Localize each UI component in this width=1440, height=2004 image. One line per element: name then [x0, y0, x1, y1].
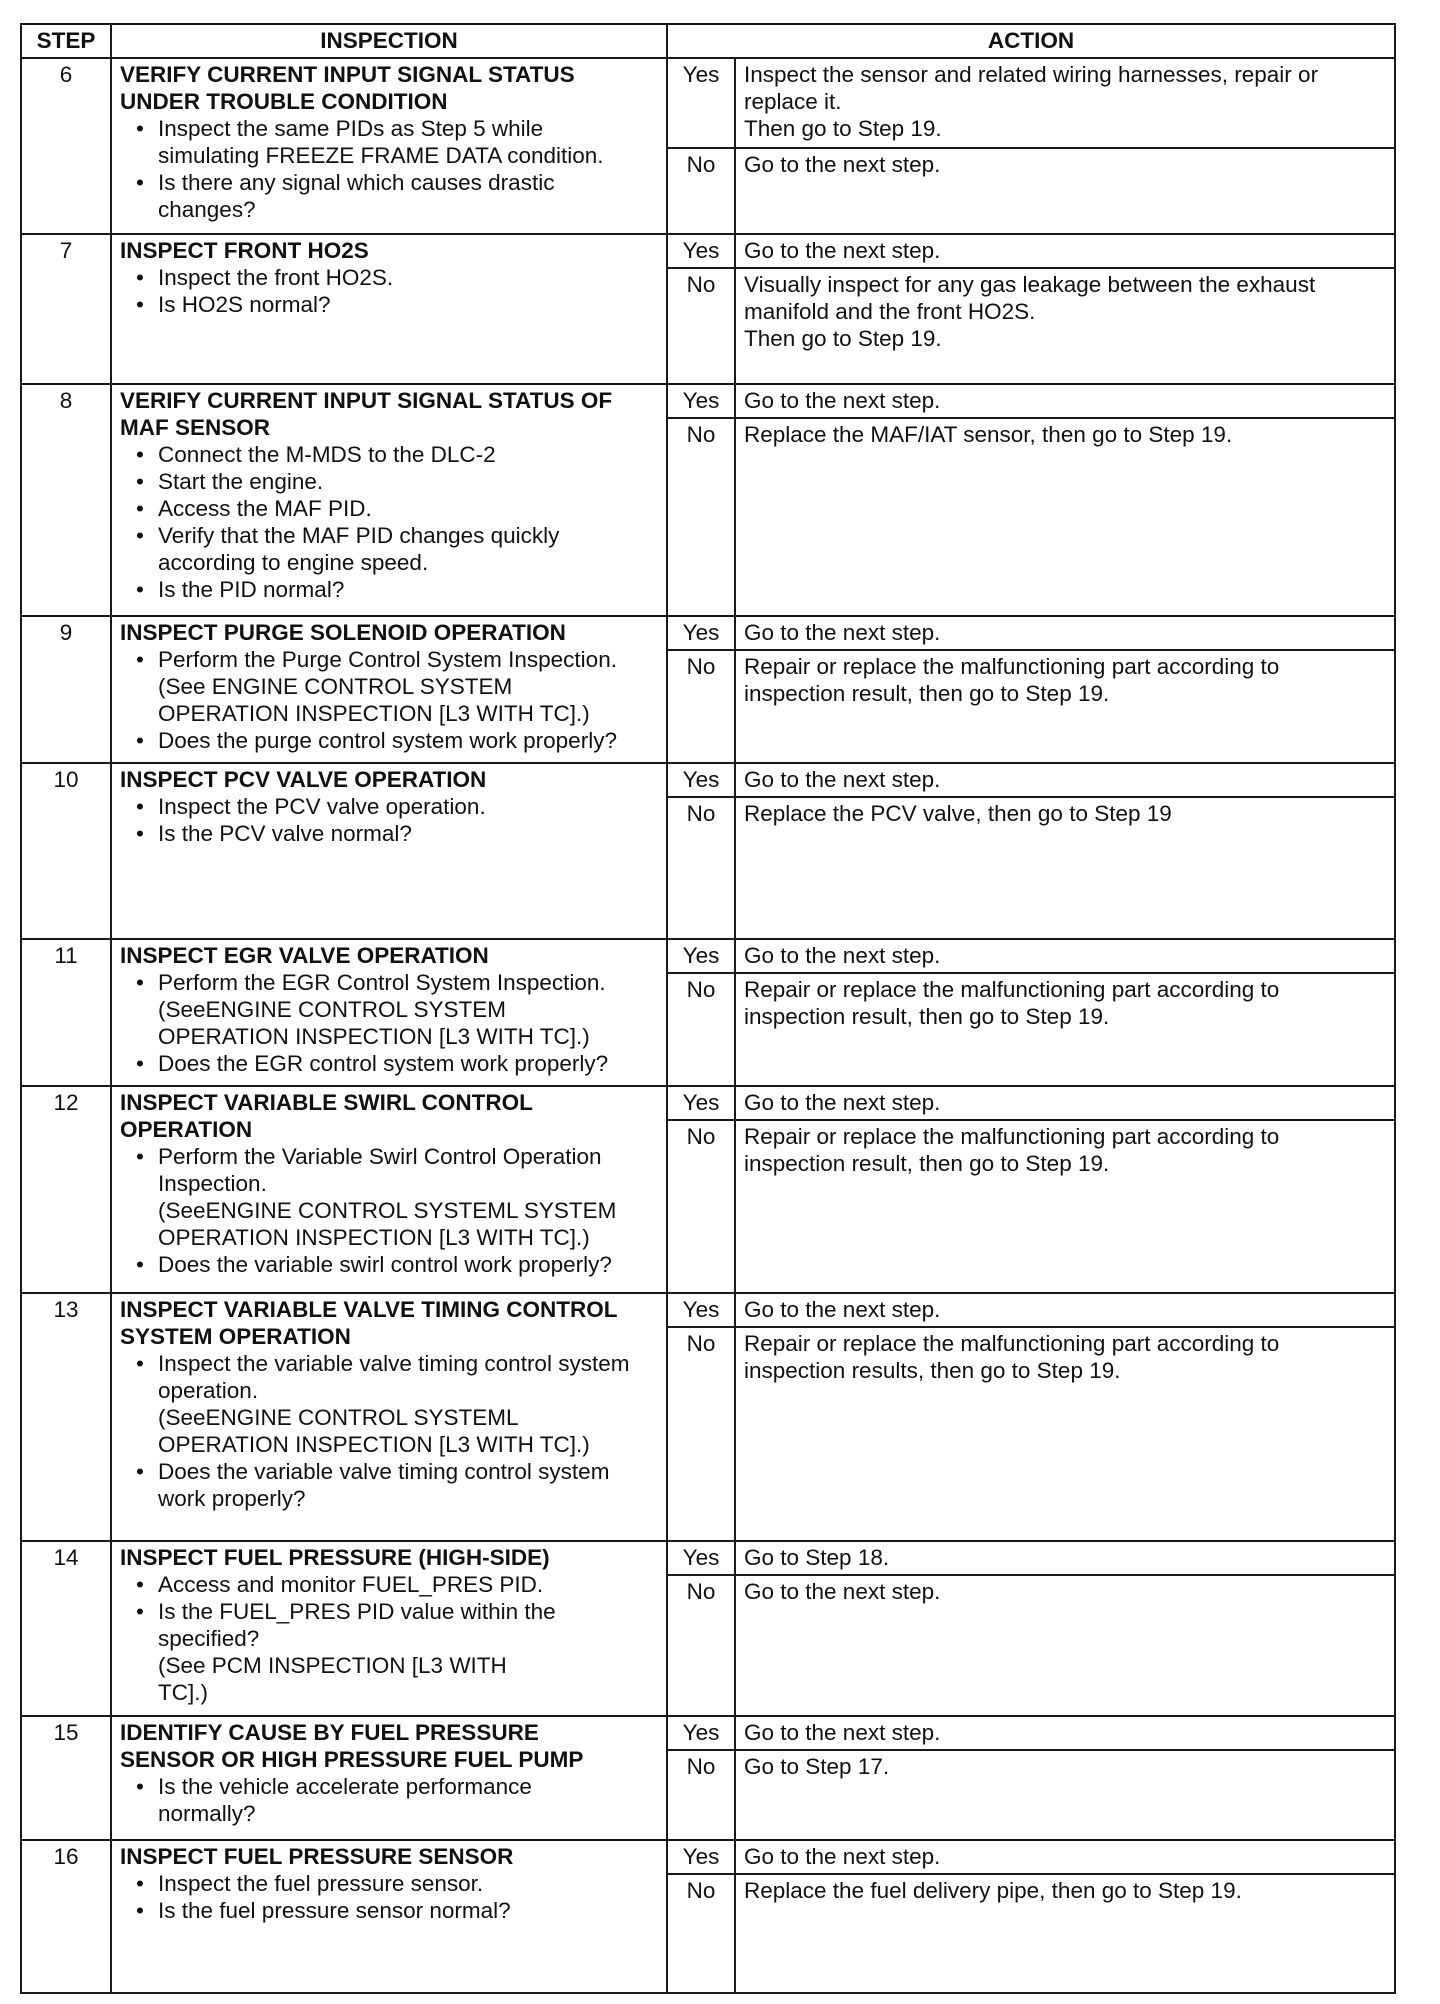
- inspection-item: [120, 115, 658, 169]
- inspection-cell: [111, 1716, 667, 1840]
- step-number: 7: [21, 234, 111, 384]
- inspection-title: [120, 387, 658, 441]
- yes-action: [735, 1716, 1395, 1750]
- no-action: [735, 973, 1395, 1086]
- yes-action-line: Go to Step 18.: [744, 1545, 890, 1570]
- inspection-item-line: work properly?: [158, 1486, 306, 1511]
- inspection-title: [120, 766, 658, 793]
- inspection-item-line: • Is the PCV valve normal?: [158, 821, 412, 846]
- step-row-yes: [21, 58, 1395, 148]
- inspection-title: [120, 619, 658, 646]
- inspection-item: [120, 495, 658, 522]
- inspection-item-line: • Inspect the same PIDs as Step 5 while: [158, 116, 544, 141]
- no-action-line: Go to the next step.: [744, 152, 941, 177]
- no-label: No: [667, 1750, 735, 1840]
- inspection-title-line: INSPECT VARIABLE VALVE TIMING CONTROL: [120, 1297, 618, 1322]
- no-label: No: [667, 418, 735, 616]
- yes-action: [735, 1293, 1395, 1327]
- yes-action-line: replace it.: [744, 89, 842, 114]
- yes-action: [735, 616, 1395, 650]
- inspection-item: [120, 522, 658, 576]
- inspection-title-line: VERIFY CURRENT INPUT SIGNAL STATUS: [120, 62, 575, 87]
- no-action-line: Replace the fuel delivery pipe, then go to Step 19.: [744, 1878, 1242, 1903]
- yes-action-line: Go to the next step.: [744, 943, 941, 968]
- inspection-cell: [111, 1086, 667, 1293]
- step-row-yes: [21, 384, 1395, 418]
- yes-action-line: Go to the next step.: [744, 1844, 941, 1869]
- inspection-title-line: INSPECT EGR VALVE OPERATION: [120, 943, 489, 968]
- inspection-item: [120, 1050, 658, 1077]
- inspection-item: [120, 1458, 658, 1512]
- no-label: No: [667, 148, 735, 234]
- yes-action-line: Then go to Step 19.: [744, 116, 942, 141]
- inspection-title-line: SENSOR OR HIGH PRESSURE FUEL PUMP: [120, 1747, 584, 1772]
- yes-action: [735, 763, 1395, 797]
- no-action-line: inspection results, then go to Step 19.: [744, 1358, 1121, 1383]
- no-action-line: inspection result, then go to Step 19.: [744, 681, 1110, 706]
- inspection-checklist: [120, 1350, 658, 1512]
- inspection-checklist: [120, 1143, 658, 1278]
- inspection-item: [120, 468, 658, 495]
- inspection-checklist: [120, 1773, 658, 1827]
- step-number: 11: [21, 939, 111, 1086]
- inspection-checklist: [120, 646, 658, 754]
- inspection-item: [120, 1598, 658, 1706]
- inspection-item-line: (SeeENGINE CONTROL SYSTEM: [158, 997, 506, 1022]
- inspection-item: [120, 1143, 658, 1251]
- no-action: [735, 1575, 1395, 1716]
- inspection-title: [120, 1544, 658, 1571]
- inspection-item: [120, 1251, 658, 1278]
- inspection-item-line: TC].): [158, 1680, 208, 1705]
- diagnostic-procedure-page: [20, 23, 1394, 1994]
- no-label: No: [667, 1874, 735, 1993]
- inspection-item-line: • Does the variable swirl control work properly?: [158, 1252, 612, 1277]
- inspection-item-line: • Perform the Variable Swirl Control Operation: [158, 1144, 602, 1169]
- no-action: [735, 1874, 1395, 1993]
- yes-action: [735, 384, 1395, 418]
- step-row-yes: [21, 1293, 1395, 1327]
- step-number: 6: [21, 58, 111, 234]
- no-action-line: Repair or replace the malfunctioning part according to: [744, 1331, 1280, 1356]
- inspection-cell: [111, 234, 667, 384]
- step-number: 16: [21, 1840, 111, 1993]
- inspection-item-line: simulating FREEZE FRAME DATA condition.: [158, 143, 604, 168]
- inspection-title-line: INSPECT FUEL PRESSURE SENSOR: [120, 1844, 514, 1869]
- inspection-item-line: according to engine speed.: [158, 550, 429, 575]
- no-label: No: [667, 650, 735, 763]
- inspection-item: [120, 646, 658, 727]
- inspection-item: [120, 820, 658, 847]
- yes-action-line: Go to the next step.: [744, 620, 941, 645]
- inspection-cell: [111, 1541, 667, 1716]
- inspection-cell: [111, 763, 667, 939]
- inspection-cell: [111, 1293, 667, 1541]
- procedure-steps: [21, 58, 1395, 1993]
- inspection-item-line: • Is the FUEL_PRES PID value within the: [158, 1599, 556, 1624]
- step-number: 9: [21, 616, 111, 763]
- step-number: 8: [21, 384, 111, 616]
- no-action: [735, 148, 1395, 234]
- inspection-item-line: • Does the EGR control system work properly?: [158, 1051, 609, 1076]
- inspection-checklist: [120, 264, 658, 318]
- diagnostic-procedure-table: [20, 23, 1396, 1994]
- inspection-item-line: specified?: [158, 1626, 260, 1651]
- inspection-item-line: • Perform the EGR Control System Inspection.: [158, 970, 606, 995]
- inspection-item: [120, 1897, 658, 1924]
- inspection-item-line: • Is the fuel pressure sensor normal?: [158, 1898, 511, 1923]
- no-action-line: Repair or replace the malfunctioning part according to: [744, 1124, 1280, 1149]
- yes-label: Yes: [667, 1086, 735, 1120]
- inspection-item-line: • Is HO2S normal?: [158, 292, 331, 317]
- inspection-item: [120, 1870, 658, 1897]
- inspection-cell: [111, 616, 667, 763]
- no-label: No: [667, 1575, 735, 1716]
- inspection-item-line: • Perform the Purge Control System Inspection.: [158, 647, 617, 672]
- header-row: [21, 24, 1395, 58]
- inspection-item-line: OPERATION INSPECTION [L3 WITH TC].): [158, 701, 590, 726]
- yes-action: [735, 234, 1395, 268]
- inspection-title-line: UNDER TROUBLE CONDITION: [120, 89, 448, 114]
- inspection-item-line: (See ENGINE CONTROL SYSTEM: [158, 674, 513, 699]
- inspection-cell: [111, 384, 667, 616]
- inspection-column-header: INSPECTION: [111, 24, 667, 58]
- yes-action-line: Go to the next step.: [744, 1720, 941, 1745]
- inspection-item: [120, 793, 658, 820]
- step-number: 15: [21, 1716, 111, 1840]
- no-action-line: Replace the MAF/IAT sensor, then go to Step 19.: [744, 422, 1233, 447]
- yes-label: Yes: [667, 616, 735, 650]
- no-action: [735, 1120, 1395, 1293]
- inspection-checklist: [120, 441, 658, 603]
- inspection-item-line: • Does the purge control system work properly?: [158, 728, 617, 753]
- inspection-item-line: OPERATION INSPECTION [L3 WITH TC].): [158, 1432, 590, 1457]
- inspection-item-line: • Is there any signal which causes drastic: [158, 170, 555, 195]
- step-row-yes: [21, 1840, 1395, 1874]
- inspection-item: [120, 1350, 658, 1458]
- inspection-title-line: INSPECT VARIABLE SWIRL CONTROL: [120, 1090, 533, 1115]
- inspection-item-line: • Connect the M-MDS to the DLC-2: [158, 442, 496, 467]
- inspection-title: [120, 942, 658, 969]
- inspection-item-line: operation.: [158, 1378, 259, 1403]
- inspection-checklist: [120, 1571, 658, 1706]
- inspection-item-line: • Inspect the fuel pressure sensor.: [158, 1871, 484, 1896]
- yes-action-line: Go to the next step.: [744, 388, 941, 413]
- inspection-item-line: • Does the variable valve timing control system: [158, 1459, 610, 1484]
- inspection-title-line: INSPECT FUEL PRESSURE (HIGH-SIDE): [120, 1545, 550, 1570]
- step-row-yes: [21, 1716, 1395, 1750]
- yes-label: Yes: [667, 234, 735, 268]
- inspection-item-line: • Start the engine.: [158, 469, 324, 494]
- inspection-item: [120, 1571, 658, 1598]
- yes-label: Yes: [667, 384, 735, 418]
- inspection-item-line: • Access the MAF PID.: [158, 496, 372, 521]
- step-number: 12: [21, 1086, 111, 1293]
- inspection-cell: [111, 58, 667, 234]
- step-row-yes: [21, 234, 1395, 268]
- no-action: [735, 418, 1395, 616]
- inspection-item-line: OPERATION INSPECTION [L3 WITH TC].): [158, 1024, 590, 1049]
- inspection-checklist: [120, 793, 658, 847]
- inspection-item-line: (See PCM INSPECTION [L3 WITH: [158, 1653, 507, 1678]
- inspection-item-line: • Inspect the PCV valve operation.: [158, 794, 486, 819]
- inspection-item: [120, 291, 658, 318]
- inspection-title: [120, 1719, 658, 1773]
- no-action: [735, 797, 1395, 939]
- yes-action-line: Go to the next step.: [744, 238, 941, 263]
- inspection-item-line: (SeeENGINE CONTROL SYSTEML SYSTEM: [158, 1198, 617, 1223]
- yes-action: [735, 1840, 1395, 1874]
- inspection-title-line: OPERATION: [120, 1117, 253, 1142]
- yes-action-line: Go to the next step.: [744, 1090, 941, 1115]
- no-label: No: [667, 1327, 735, 1541]
- inspection-title-line: VERIFY CURRENT INPUT SIGNAL STATUS OF: [120, 388, 613, 413]
- no-action-line: Go to Step 17.: [744, 1754, 890, 1779]
- no-action-line: Replace the PCV valve, then go to Step 19: [744, 801, 1172, 826]
- inspection-item: [120, 576, 658, 603]
- inspection-checklist: [120, 1870, 658, 1924]
- step-row-yes: [21, 616, 1395, 650]
- no-action: [735, 268, 1395, 384]
- inspection-title-line: IDENTIFY CAUSE BY FUEL PRESSURE: [120, 1720, 539, 1745]
- yes-action: [735, 58, 1395, 148]
- inspection-checklist: [120, 969, 658, 1077]
- step-number: 14: [21, 1541, 111, 1716]
- no-action-line: Repair or replace the malfunctioning part according to: [744, 977, 1280, 1002]
- no-action-line: inspection result, then go to Step 19.: [744, 1151, 1110, 1176]
- no-label: No: [667, 973, 735, 1086]
- yes-action: [735, 1541, 1395, 1575]
- yes-label: Yes: [667, 939, 735, 973]
- yes-action-line: Go to the next step.: [744, 1297, 941, 1322]
- inspection-title-line: INSPECT FRONT HO2S: [120, 238, 369, 263]
- inspection-item-line: • Is the PID normal?: [158, 577, 345, 602]
- yes-label: Yes: [667, 763, 735, 797]
- no-action-line: inspection result, then go to Step 19.: [744, 1004, 1110, 1029]
- inspection-title-line: MAF SENSOR: [120, 415, 271, 440]
- step-row-yes: [21, 1086, 1395, 1120]
- step-row-yes: [21, 763, 1395, 797]
- inspection-checklist: [120, 115, 658, 223]
- yes-label: Yes: [667, 1716, 735, 1750]
- no-label: No: [667, 797, 735, 939]
- inspection-title: [120, 1296, 658, 1350]
- step-number: 10: [21, 763, 111, 939]
- inspection-item-line: changes?: [158, 197, 256, 222]
- inspection-cell: [111, 939, 667, 1086]
- yes-label: Yes: [667, 58, 735, 148]
- inspection-item: [120, 727, 658, 754]
- inspection-item-line: OPERATION INSPECTION [L3 WITH TC].): [158, 1225, 590, 1250]
- step-row-yes: [21, 1541, 1395, 1575]
- inspection-title-line: INSPECT PURGE SOLENOID OPERATION: [120, 620, 566, 645]
- no-action-line: Then go to Step 19.: [744, 326, 942, 351]
- yes-action-line: Go to the next step.: [744, 767, 941, 792]
- yes-action: [735, 939, 1395, 973]
- no-action-line: Visually inspect for any gas leakage between the exhaust: [744, 272, 1316, 297]
- action-column-header: ACTION: [667, 24, 1395, 58]
- no-label: No: [667, 268, 735, 384]
- inspection-item: [120, 264, 658, 291]
- yes-action: [735, 1086, 1395, 1120]
- no-action-line: Repair or replace the malfunctioning part according to: [744, 654, 1280, 679]
- inspection-title: [120, 237, 658, 264]
- inspection-cell: [111, 1840, 667, 1993]
- no-action: [735, 1750, 1395, 1840]
- no-label: No: [667, 1120, 735, 1293]
- inspection-item: [120, 1773, 658, 1827]
- inspection-item-line: • Inspect the variable valve timing control system: [158, 1351, 630, 1376]
- inspection-item-line: normally?: [158, 1801, 256, 1826]
- yes-label: Yes: [667, 1840, 735, 1874]
- step-row-yes: [21, 939, 1395, 973]
- inspection-item-line: • Verify that the MAF PID changes quickly: [158, 523, 560, 548]
- inspection-item-line: (SeeENGINE CONTROL SYSTEML: [158, 1405, 519, 1430]
- inspection-item: [120, 169, 658, 223]
- inspection-item-line: • Access and monitor FUEL_PRES PID.: [158, 1572, 544, 1597]
- yes-action-line: Inspect the sensor and related wiring harnesses, repair or: [744, 62, 1319, 87]
- no-action: [735, 1327, 1395, 1541]
- step-number: 13: [21, 1293, 111, 1541]
- yes-label: Yes: [667, 1293, 735, 1327]
- inspection-title: [120, 61, 658, 115]
- no-action-line: Go to the next step.: [744, 1579, 941, 1604]
- inspection-item-line: Inspection.: [158, 1171, 267, 1196]
- step-column-header: STEP: [21, 24, 111, 58]
- no-action: [735, 650, 1395, 763]
- no-action-line: manifold and the front HO2S.: [744, 299, 1036, 324]
- inspection-item-line: • Is the vehicle accelerate performance: [158, 1774, 532, 1799]
- inspection-title: [120, 1089, 658, 1143]
- yes-label: Yes: [667, 1541, 735, 1575]
- inspection-title-line: SYSTEM OPERATION: [120, 1324, 351, 1349]
- inspection-item: [120, 441, 658, 468]
- inspection-item: [120, 969, 658, 1050]
- inspection-title-line: INSPECT PCV VALVE OPERATION: [120, 767, 487, 792]
- inspection-title: [120, 1843, 658, 1870]
- inspection-item-line: • Inspect the front HO2S.: [158, 265, 394, 290]
